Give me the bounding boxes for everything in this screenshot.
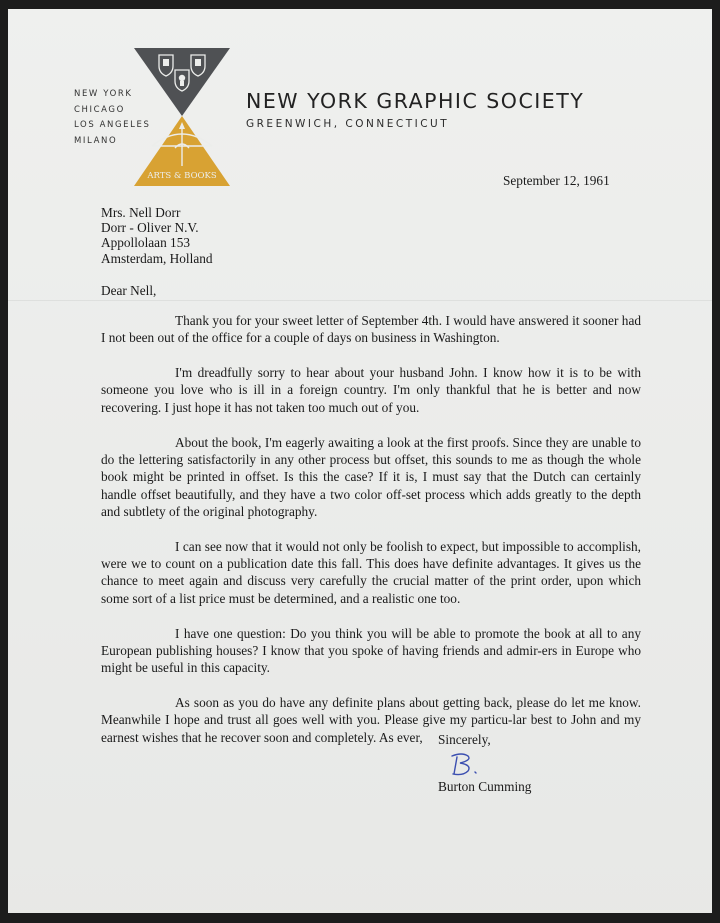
paragraph-closing-wishes: As soon as you do have any definite plans about getting back, please do let me know. Meanwhile I hope and trust all goes well with you. Please give my particu-lar best to John and my earnest wishes that he recover soon and completely. As ever, (101, 695, 641, 745)
letter-date: September 12, 1961 (503, 173, 610, 188)
city-new-york: NEW YORK (74, 89, 133, 99)
complimentary-close: Sincerely, (438, 732, 491, 747)
letter-body (101, 312, 641, 764)
city-los-angeles: LOS ANGELES (74, 120, 151, 130)
recipient-address (101, 205, 213, 266)
paragraph-publication-date: I can see now that it would not only be foolish to expect, but impossible to accomplish, were we to count on a publication date this fall. This does have definite advantages. It gives us the chance to meet again and discuss very carefully the crucial matter of the print order, upon which some sort of a list price must be determined, and a realistic one too. (101, 538, 641, 606)
organization-location: GREENWICH, CONNECTICUT (246, 118, 450, 130)
recipient-city: Amsterdam, Holland (101, 250, 213, 266)
handwritten-signature (446, 750, 490, 780)
signer-name: Burton Cumming (438, 779, 532, 794)
paper-fold-line (8, 300, 712, 301)
paragraph-question: I have one question: Do you think you will be able to promote the book at all to any European publishing houses? I know that you spoke of having friends and admir-ers in Europe who might be useful in this capacity. (101, 625, 641, 676)
salutation: Dear Nell, (101, 283, 157, 298)
society-logo-icon (134, 48, 230, 186)
logo-text: ARTS & BOOKS (147, 171, 217, 181)
city-chicago: CHICAGO (74, 104, 125, 115)
paragraph-book-proofs: About the book, I'm eagerly awaiting a look at the first proofs. Since they are unable to do the lettering satisfactorily in any other process but offset, this sounds to me as though the whole book might be printed in offset. Is this the case? If it is, I must say that the Dutch can certainly handle offset beautifully, and they have a two color off-set process which adds greatly to the depth and subtlety of the original photography. (101, 434, 641, 519)
paragraph-thanks: Thank you for your sweet letter of September 4th. I would have answered it sooner had I not been out of the office for a couple of days on business in Washington. (101, 313, 641, 346)
recipient-company: Dorr - Oliver N.V. (101, 220, 199, 236)
city-milano: MILANO (74, 135, 118, 146)
organization-name: NEW YORK GRAPHIC SOCIETY (246, 89, 585, 113)
recipient-name: Mrs. Nell Dorr (101, 205, 181, 220)
paragraph-husband: I'm dreadfully sorry to hear about your husband John. I know how it is to be with someone you love who is ill in a foreign country. I'm only thankful that he is better and now recovering. I just hope it has not taken too much out of you. (101, 365, 641, 415)
recipient-street: Appollolaan 153 (101, 235, 191, 251)
